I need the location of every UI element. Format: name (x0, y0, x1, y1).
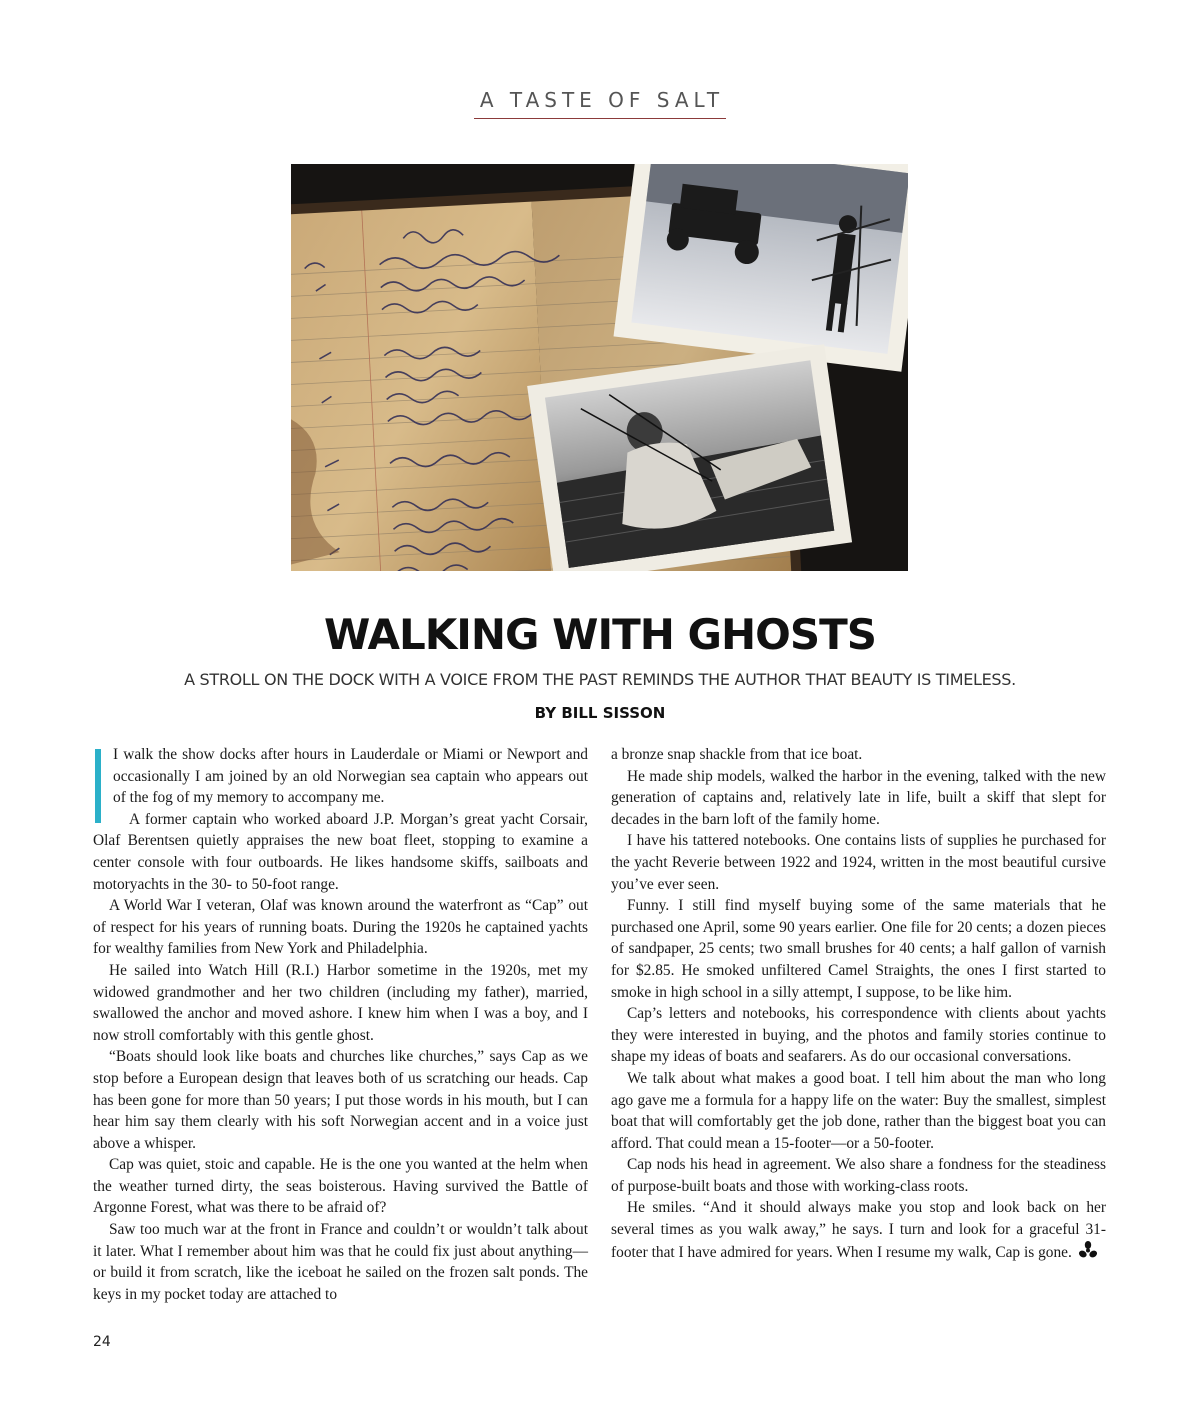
article-photo (291, 164, 908, 571)
paragraph: Cap’s letters and notebooks, his correspondence with clients about yachts they were interested in buying, and the photos and family stories continue to shape my ideas of boats and seafarers. As do our occasional conversations. (611, 1005, 1106, 1066)
byline: BY BILL SISSON (534, 704, 666, 722)
paragraph: A World War I veteran, Olaf was known around the waterfront as “Cap” out of respect for his years of running boats. During the 1920s he captained yachts for wealthy families from New York and Philadelphia. (93, 897, 588, 958)
left-column (93, 744, 588, 1305)
paragraph: Saw too much war at the front in France and couldn’t or wouldn’t talk about it later. What I remember about him was that he could fix just about anything—or build it from scratch, like the iceboat he sailed on the frozen salt ponds. The keys in my pocket today are attached to (93, 1221, 588, 1303)
article-deck: A STROLL ON THE DOCK WITH A VOICE FROM THE PAST REMINDS THE AUTHOR THAT BEAUTY IS TIMELESS. (184, 670, 1016, 689)
drop-cap-bar (95, 749, 101, 823)
paragraph: Cap nods his head in agreement. We also share a fondness for the steadiness of purpose-built boats and those with working-class roots. (611, 1156, 1106, 1195)
paragraph: I have his tattered notebooks. One contains lists of supplies he purchased for the yacht Reverie between 1922 and 1924, written in the most beautiful cursive you’ve ever seen. (611, 832, 1106, 893)
section-label (0, 88, 1200, 119)
notebook-and-photographs-photo (291, 164, 908, 571)
paragraph: a bronze snap shackle from that ice boat. (611, 746, 863, 763)
paragraph: “Boats should look like boats and churches like churches,” says Cap as we stop before a European design that leaves both of us scratching our heads. Cap has been gone for more than 50 years; I put those words in his mouth, but I can hear him say them clearly with his soft Norwegian accent and in a voice just above a whisper. (93, 1048, 588, 1152)
paragraph: Cap was quiet, stoic and capable. He is the one you wanted at the helm when the weather turned dirty, the seas boisterous. Having survived the Battle of Argonne Forest, what was there to be afraid of? (93, 1156, 588, 1217)
final-paragraph-text: He smiles. “And it should always make you stop and look back on her several times as you walk away,” he says. I turn and look for a graceful 31-footer that I have admired for years. When I resume my walk, Cap is gone. (611, 1199, 1106, 1261)
paragraph: He made ship models, walked the harbor in the evening, talked with the new generation of captains and, relatively late in life, built a skiff that slept for decades in the barn loft of the family home. (611, 767, 1106, 828)
paragraph: A former captain who worked aboard J.P. Morgan’s great yacht Corsair, Olaf Berentsen quietly appraises the new boat fleet, stopping to examine a center console with four outboards. He likes handsome skiffs, sailboats and motoryachts in the 30- to 50-foot range. (93, 810, 588, 893)
paragraph: He sailed into Watch Hill (R.I.) Harbor sometime in the 1920s, met my widowed grandmother and her two children (including my father), married, swallowed the anchor and moved ashore. I knew him when I was a boy, and I now stroll comfortably with this gentle ghost. (93, 961, 588, 1044)
paragraph (611, 1197, 1106, 1263)
propeller-end-mark-icon (1078, 1241, 1098, 1259)
section-label-text: A TASTE OF SALT (474, 88, 726, 119)
paragraph: I walk the show docks after hours in Lauderdale or Miami or Newport and occasionally I am joined by an old Norwegian sea captain who appears out of the fog of my memory to accompany me. (93, 744, 588, 809)
right-column (611, 744, 1106, 1263)
paragraph: We talk about what makes a good boat. I tell him about the man who long ago gave me a formula for a happy life on the water: Buy the smallest, simplest boat that will comfortably get the job done, rather than the biggest boat you can afford. That could mean a 15-footer—or a 50-footer. (611, 1069, 1106, 1152)
paragraph: Funny. I still find myself buying some of the same materials that he purchased one April, some 90 years earlier. One file for 20 cents; a dozen pieces of sandpaper, 25 cents; two small brushes for 40 cents; a half gallon of varnish for $2.85. He smoked unfiltered Camel Straights, the ones I first started to smoke in high school in a silly attempt, I suppose, to be like him. (611, 897, 1106, 1001)
iceboat-photo (614, 164, 908, 372)
article-title: WALKING WITH GHOSTS (324, 610, 876, 659)
page-number: 24 (93, 1334, 111, 1350)
